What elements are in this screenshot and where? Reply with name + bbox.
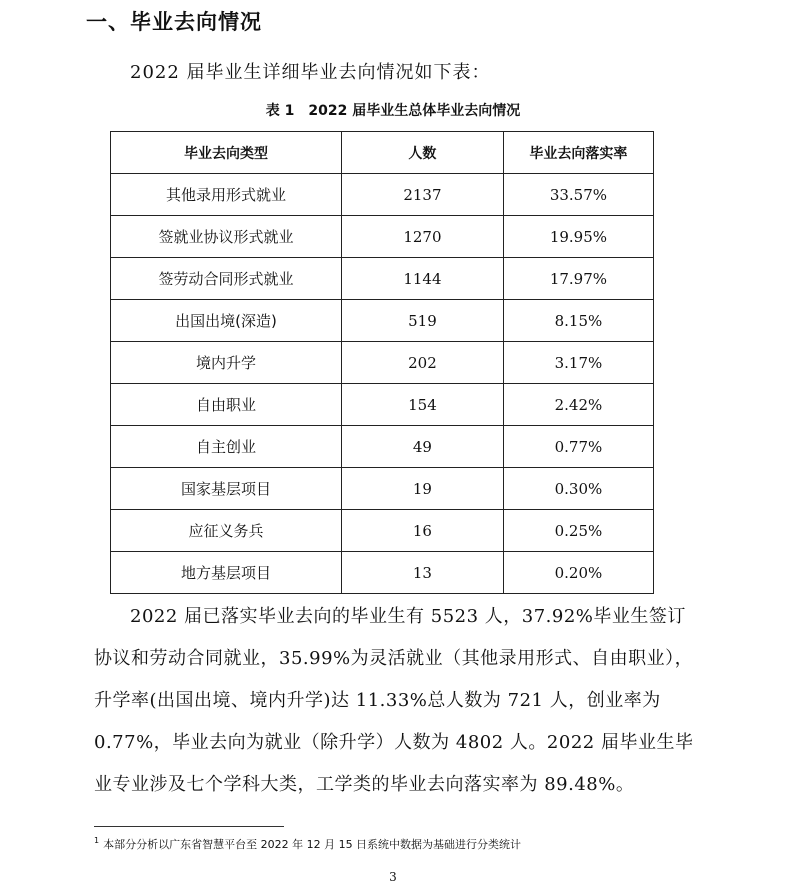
summary-line: 协议和劳动合同就业，35.99%为灵活就业（其他录用形式、自由职业）， — [94, 648, 694, 669]
footnote-marker: 1 — [94, 836, 100, 846]
footnote — [94, 836, 521, 852]
summary-line: 2022 届已落实毕业去向的毕业生有 5523 人，37.92%毕业生签订 — [130, 606, 686, 627]
cell-rate: 0.77% — [503, 426, 653, 468]
cell-rate: 19.95% — [503, 216, 653, 258]
cell-rate: 0.25% — [503, 510, 653, 552]
cell-count: 1144 — [342, 258, 504, 300]
footnote-text: 本部分分析以广东省智慧平台至 2022 年 12 月 15 日系统中数据为基础进行分类统计 — [103, 838, 522, 851]
cell-destination-type: 其他录用形式就业 — [111, 174, 342, 216]
section-heading: 一、毕业去向情况 — [86, 10, 262, 34]
cell-destination-type: 自主创业 — [111, 426, 342, 468]
cell-rate: 0.20% — [503, 552, 653, 594]
cell-count: 13 — [342, 552, 504, 594]
cell-count: 519 — [342, 300, 504, 342]
summary-line: 升学率(出国出境、境内升学)达 11.33%总人数为 721 人，创业率为 — [94, 690, 661, 711]
table-row — [111, 216, 654, 258]
intro-text: 2022 届毕业生详细毕业去向情况如下表： — [130, 62, 491, 83]
cell-destination-type: 地方基层项目 — [111, 552, 342, 594]
summary-paragraph — [94, 596, 700, 806]
cell-count: 19 — [342, 468, 504, 510]
table-row — [111, 342, 654, 384]
summary-line: 业专业涉及七个学科大类，工学类的毕业去向落实率为 89.48%。 — [94, 774, 635, 795]
cell-destination-type: 出国出境(深造) — [111, 300, 342, 342]
summary-line: 0.77%，毕业去向为就业（除升学）人数为 4802 人。2022 届毕业生毕 — [94, 732, 694, 753]
table-row — [111, 258, 654, 300]
cell-destination-type: 自由职业 — [111, 384, 342, 426]
cell-count: 2137 — [342, 174, 504, 216]
page-number: 3 — [389, 870, 397, 884]
cell-rate: 2.42% — [503, 384, 653, 426]
header-rate: 毕业去向落实率 — [503, 132, 653, 174]
table-row — [111, 510, 654, 552]
cell-count: 16 — [342, 510, 504, 552]
cell-count: 1270 — [342, 216, 504, 258]
table-row — [111, 300, 654, 342]
table-row — [111, 552, 654, 594]
cell-rate: 8.15% — [503, 300, 653, 342]
employment-destination-table — [110, 131, 654, 594]
table-row — [111, 426, 654, 468]
table-row — [111, 468, 654, 510]
header-count: 人数 — [342, 132, 504, 174]
cell-destination-type: 签劳动合同形式就业 — [111, 258, 342, 300]
cell-count: 49 — [342, 426, 504, 468]
cell-destination-type: 签就业协议形式就业 — [111, 216, 342, 258]
cell-destination-type: 应征义务兵 — [111, 510, 342, 552]
cell-destination-type: 国家基层项目 — [111, 468, 342, 510]
cell-rate: 3.17% — [503, 342, 653, 384]
cell-rate: 0.30% — [503, 468, 653, 510]
table-row — [111, 174, 654, 216]
cell-destination-type: 境内升学 — [111, 342, 342, 384]
table-caption: 表 1 2022 届毕业生总体毕业去向情况 — [265, 103, 521, 119]
table-header-row — [111, 132, 654, 174]
cell-count: 202 — [342, 342, 504, 384]
cell-count: 154 — [342, 384, 504, 426]
cell-rate: 33.57% — [503, 174, 653, 216]
cell-rate: 17.97% — [503, 258, 653, 300]
footnote-divider — [94, 826, 284, 827]
table-row — [111, 384, 654, 426]
header-destination-type: 毕业去向类型 — [111, 132, 342, 174]
